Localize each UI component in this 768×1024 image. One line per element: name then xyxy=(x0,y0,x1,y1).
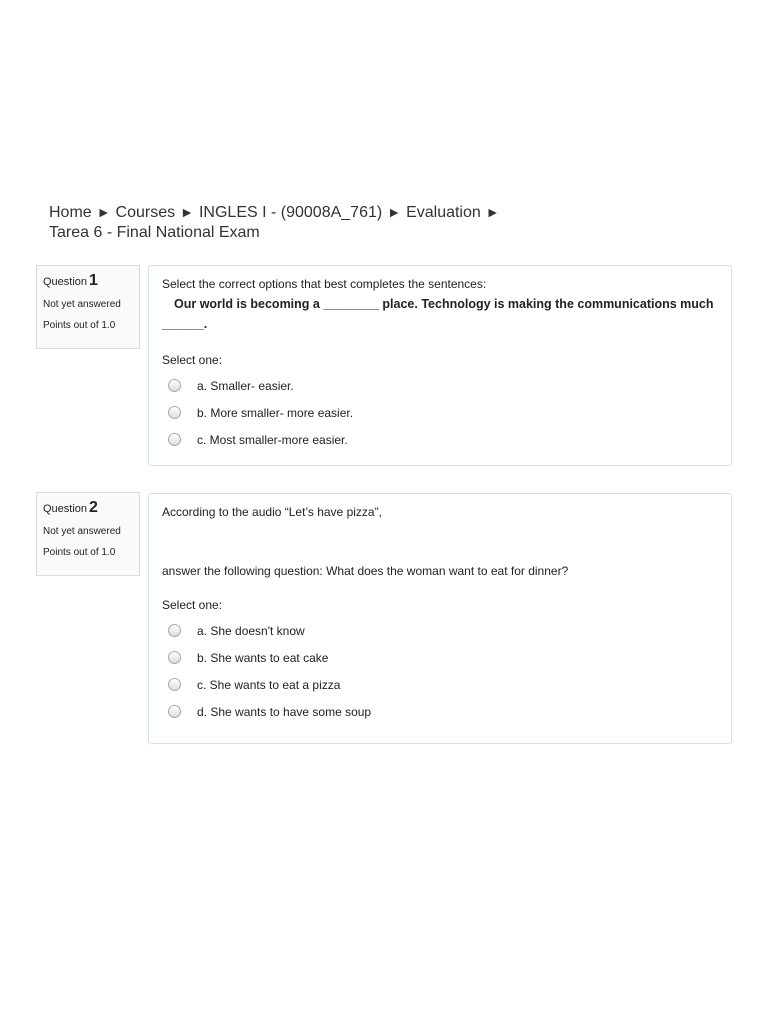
answer-option[interactable] xyxy=(162,671,718,698)
question-label: Question xyxy=(43,276,88,288)
question-prompt: According to the audio “Let’s have pizza”, xyxy=(162,505,382,519)
question-prompt: Select the correct options that best completes the sentences: xyxy=(162,277,487,291)
answer-option-label: b. She wants to eat cake xyxy=(197,650,329,665)
answer-option[interactable] xyxy=(162,644,718,671)
question-number: 1 xyxy=(89,272,98,289)
question-2-info xyxy=(36,492,140,576)
answer-option-label: c. She wants to eat a pizza xyxy=(197,677,341,692)
breadcrumb-current: Tarea 6 - Final National Exam xyxy=(49,224,260,241)
radio-button[interactable] xyxy=(168,678,181,691)
question-points: Points out of 1.0 xyxy=(43,320,116,331)
breadcrumb-evaluation[interactable]: Evaluation xyxy=(406,204,481,221)
answer-option-label: a. She doesn't know xyxy=(197,623,305,638)
answer-option[interactable] xyxy=(162,399,718,426)
question-1-content xyxy=(148,265,732,466)
question-status: Not yet answered xyxy=(43,526,121,537)
breadcrumb xyxy=(49,202,569,243)
answer-option[interactable] xyxy=(162,372,718,399)
radio-button[interactable] xyxy=(168,651,181,664)
question-1-label xyxy=(43,271,133,291)
breadcrumb-separator: ► xyxy=(180,204,194,220)
answer-option[interactable] xyxy=(162,426,718,453)
radio-button[interactable] xyxy=(168,624,181,637)
question-prompt-secondary: answer the following question: What does the woman want to eat for dinner? xyxy=(162,564,569,578)
question-label: Question xyxy=(43,503,88,515)
answer-option-label: a. Smaller- easier. xyxy=(197,378,294,393)
question-2-content xyxy=(148,493,732,744)
select-one-label: Select one: xyxy=(162,353,223,367)
radio-button[interactable] xyxy=(168,705,181,718)
question-points: Points out of 1.0 xyxy=(43,547,116,558)
breadcrumb-separator: ► xyxy=(485,204,500,220)
question-1-info xyxy=(36,265,140,349)
breadcrumb-course[interactable]: INGLES I - (90008A_761) xyxy=(198,204,383,221)
radio-button[interactable] xyxy=(168,433,181,446)
question-number: 2 xyxy=(89,499,98,516)
breadcrumb-home[interactable]: Home xyxy=(49,204,92,221)
audio-placeholder xyxy=(162,520,718,563)
answer-option-label: b. More smaller- more easier. xyxy=(197,405,354,420)
radio-button[interactable] xyxy=(168,379,181,392)
answer-option[interactable] xyxy=(162,617,718,644)
answer-option[interactable] xyxy=(162,698,718,725)
question-2-label xyxy=(43,498,133,518)
answer-option-label: c. Most smaller-more easier. xyxy=(197,432,348,447)
answer-option-label: d. She wants to have some soup xyxy=(197,704,372,719)
breadcrumb-separator: ► xyxy=(387,204,402,220)
breadcrumb-separator: ► xyxy=(96,204,111,220)
select-one-label: Select one: xyxy=(162,598,223,612)
question-sentence: Our world is becoming a ________ place. Technology is making the communications much ______. xyxy=(162,297,714,331)
question-status: Not yet answered xyxy=(43,299,121,310)
radio-button[interactable] xyxy=(168,406,181,419)
breadcrumb-courses[interactable]: Courses xyxy=(115,204,176,221)
